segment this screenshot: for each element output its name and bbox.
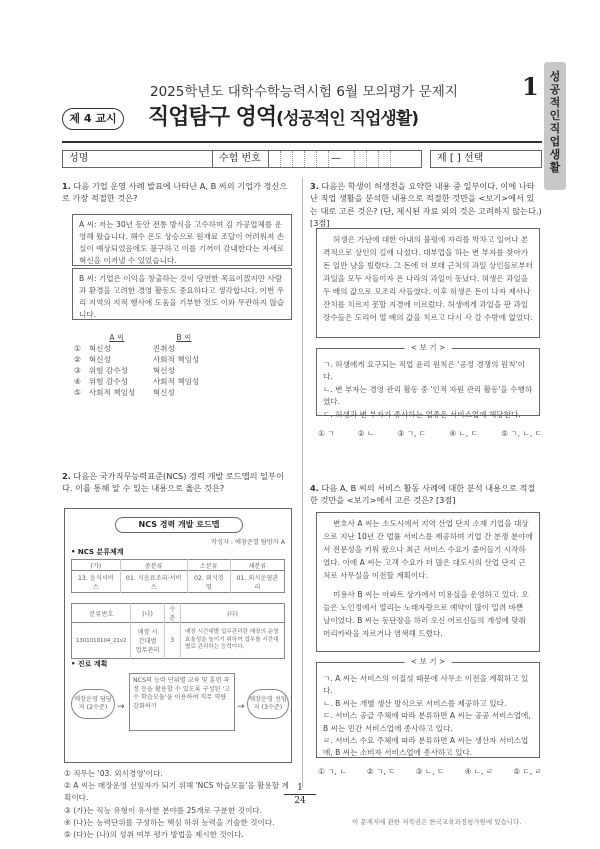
q3-bogi-item: ㄷ. 허생과 변 부자가 종사하는 업종은 서비스업에 해당한다. — [323, 409, 521, 419]
arrow-right-icon: → — [117, 702, 125, 712]
q4-case-box — [316, 512, 540, 652]
q1-col-b: B 씨 — [176, 333, 192, 342]
q4-case-a-text: 변호사 A 씨는 소도시에서 지역 산업 단지 소재 기업을 대상으로 지난 10년 간 법률 서비스를 제공하며 기업 간 분쟁 분야에서 전문성을 키워 왔으나 최근 서비스 수요가 줄어들기 시작하였다. 이에 A 씨는 고객 수요가 더 많은 대도시의 산업 단지 근처로 사무실을 이전할 계획이다. — [323, 519, 533, 580]
plan-training-step: NCS의 능력 단위별 교육 및 훈련 과정 등을 활용할 수 있도록 구성된 '고수 학습모듈'을 이용하여 직무 역량 강화하기 — [129, 673, 235, 731]
q1-options-table — [70, 332, 219, 398]
candidate-info-row — [62, 150, 542, 168]
q4-bogi-label: < 보 기 > — [405, 656, 452, 668]
plan-current-role: 매장운영 담당자 (2수준) — [71, 689, 115, 719]
ncs-unit-table: 분류번호 (나) 수준 (다) 1301010104_21v2 매장 시간대별 업무관리 3 매장 시간대별 업무관리란 매장의 운영효율성을 높이기 위하여 업무를 시간대별로 관리하는 능력이다. — [71, 603, 285, 659]
question-4-text: 다음 A, B 씨의 서비스 활동 사례에 대한 분석 내용으로 적절한 것만을 <보기>에서 고른 것은? [3점] — [310, 483, 536, 506]
question-2-text: 다음은 국가직무능력표준(NCS) 경력 개발 로드맵의 일부이다. 이를 통해 알 수 있는 내용으로 옳은 것은? — [62, 471, 284, 494]
q1-case-b-box — [72, 268, 292, 320]
current-page: 1 — [284, 783, 316, 795]
area-subtitle: (성공적인 직업생활) — [276, 109, 419, 129]
question-1 — [62, 180, 294, 205]
question-2 — [62, 470, 294, 495]
header-divider — [62, 141, 542, 143]
q2-options — [64, 768, 296, 841]
copyright-notice: 이 문제지에 관한 저작권은 한국교육과정평가원에 있습니다. — [352, 818, 522, 826]
q4-bogi-item: ㄱ. A 씨는 서비스의 이질성 때문에 사무소 이전을 계획하고 있다. — [323, 674, 529, 696]
question-1-text: 다음 기업 운영 사례 발표에 나타난 A, B 씨의 기업가 정신으로 가장 적절한 것은? — [62, 181, 288, 204]
exam-number-dash: — — [331, 153, 341, 164]
ncs-classification-heading: • NCS 분류체계 — [71, 548, 124, 556]
q4-option[interactable]: ⑤ ㄷ, ㄹ — [513, 767, 542, 776]
q3-option[interactable]: ④ ㄴ, ㄷ — [449, 429, 478, 438]
area-title — [148, 100, 418, 131]
period-badge: 제 4 교시 — [62, 108, 124, 130]
q2-option[interactable]: ④ (나)는 능력단위를 구성하는 핵심 하위 능력을 기술한 것이다. — [64, 817, 275, 827]
q1-option[interactable]: ⑤ 사회적 책임성 혁신성 — [74, 388, 175, 397]
side-tab-label: 성 공 적 인 직 업 생 활 — [549, 70, 561, 174]
q2-option[interactable]: ① 직무는 '03. 외식경영'이다. — [64, 769, 163, 778]
arrow-right-icon: → — [237, 702, 245, 712]
career-plan-heading: • 진로 계획 — [71, 660, 108, 668]
q4-bogi-item: ㄷ. 서비스 공급 주체에 따라 분류하면 A 씨는 공공 서비스업에, B 씨는 민간 서비스업에 종사하고 있다. — [323, 711, 531, 733]
page-indicator — [284, 783, 316, 807]
q2-option[interactable]: ② A 씨는 매장운영 선임자가 되기 위해 'NCS 학습모듈'을 활용할 계획이다. — [64, 781, 289, 803]
total-pages: 24 — [294, 796, 306, 806]
ncs-roadmap-title: NCS 경력 개발 로드맵 — [115, 517, 243, 533]
column-divider — [302, 178, 303, 788]
name-field[interactable] — [62, 150, 212, 168]
subject-side-tab — [544, 62, 566, 190]
q3-option[interactable]: ① ㄱ — [318, 429, 335, 438]
q3-bogi-item: ㄱ. 허생에게 요구되는 직업 윤리 원칙은 '공정 경쟁의 원칙'이다. — [323, 360, 525, 382]
q1-case-a-text: A 씨: 저는 30년 동안 전통 방식을 고수하며 김 가공업체를 운영해 왔습니다. 해수 온도 상승으로 원재료 조달이 어려워져 손실이 예상되었음에도 불구하고 이를 기꺼이 감내한다는 자세로 혁신을 이겨낼 수 있었습니다. — [79, 220, 285, 265]
exam-number-field[interactable] — [212, 150, 422, 168]
question-4-number: 4. — [310, 483, 319, 493]
q4-case-b-text: 미용사 B 씨는 아파트 상가에서 미용실을 운영하고 있다. 오늘은 노인정에서 열리는 노래자랑으로 예약이 많이 밀려 바쁜 날이었다. B 씨는 동단장을 하러 오신 어르신들의 개성에 맞춰 머리카락을 자르거나 염색해 드렸다. — [323, 590, 529, 638]
choice-label: 제 [ ] 선택 — [437, 153, 484, 164]
q4-bogi-box — [316, 657, 540, 758]
page-number: 1 — [522, 72, 539, 101]
question-3-text: 다음은 학생이 허생전을 요약한 내용 중 일부이다. 이에 나타난 직업 생활을 분석한 내용으로 적절한 것만을 <보기>에서 있는 대로 고른 것은? (단, 제시된 자료 외의 것은 고려하지 않는다.) [3점] — [310, 181, 542, 229]
q1-option[interactable]: ① 혁신성 진취성 — [74, 344, 175, 353]
q1-option[interactable]: ③ 위험 감수성 혁신성 — [74, 366, 175, 375]
q3-bogi-box — [316, 343, 540, 419]
q4-option[interactable]: ④ ㄴ, ㄹ — [464, 767, 494, 776]
q2-option[interactable]: ⑤ (다)는 (나)의 성취 여부 평가 방법을 제시한 것이다. — [64, 830, 244, 840]
plan-target-role: 매장운영 선임자 (3수준) — [247, 689, 289, 719]
question-1-number: 1. — [62, 181, 71, 191]
name-label: 성명 — [69, 153, 89, 164]
question-3-number: 3. — [310, 181, 319, 191]
roadmap-author: 작성자 : 예창준열 탐방자 A — [211, 539, 285, 546]
ncs-classification-table: (가) 중분류 소분류 세분류 13. 음식서비스 01. 식음료조리·서비스 02. 외식경영 01. 외식운영관리 — [71, 559, 285, 593]
q4-option[interactable]: ② ㄱ, ㄷ — [366, 767, 396, 776]
exam-number-label: 수험 번호 — [213, 151, 269, 167]
q1-option[interactable]: ④ 위험 감수성 사회적 책임성 — [74, 377, 200, 386]
q1-case-b-text: B 씨: 기업은 이익을 창출하는 것이 당연한 목표이겠지만 사람과 환경을 고려한 경영 활동도 중요하다고 생각합니다. 이번 우리 지역의 지적 행사에 도움을 기부한 것도 이와 무관하지 않습니다. — [79, 274, 285, 319]
ncs-roadmap-figure — [64, 508, 292, 763]
q1-case-a-box — [72, 214, 292, 266]
q4-option[interactable]: ① ㄱ, ㄴ — [318, 767, 347, 776]
q3-story-box — [316, 228, 540, 338]
q3-story-text: 허생은 가난에 대한 아내의 불평에 자리를 박차고 일어나 본격적으로 상인의 길에 나섰다. 대부업을 하는 변 부자를 찾아가 돈 일만 냥을 빌렸다. 그 돈에 더 보태 근처의 과일 상인들로부터 과일을 모두 사들이자 온 나라의 과일이 동났다. 혀생은 과일을 두 배의 값으로 모조리 사들였다. 이후 허생은 돈이 나자 제사나 잔치를 치르지 못할 지경에 이르렀다. 허생에게 과일을 판 과일 장수들은 도리어 열 배의 값을 치르고 다시 사 갈 수밖에 없었다. — [323, 235, 533, 322]
exam-title: 2025학년도 대학수학능력시험 6월 모의평가 문제지 — [150, 84, 458, 100]
q3-options — [318, 428, 542, 440]
q3-option[interactable]: ② ㄴ — [357, 429, 375, 438]
question-3 — [310, 180, 542, 230]
area-title-main: 직업탐구 영역 — [148, 105, 277, 130]
q3-bogi-label: < 보 기 > — [405, 342, 452, 354]
choice-field[interactable] — [430, 150, 542, 168]
q3-bogi-item: ㄴ. 변 부자는 경영 관리 활동 중 '인적 자원 관리 활동'을 수행하였다. — [323, 384, 533, 407]
q4-bogi-item: ㄴ. B 씨는 개별 생산 방식으로 서비스를 제공하고 있다. — [323, 698, 507, 708]
q1-option[interactable]: ② 혁신성 사회적 책임성 — [74, 355, 200, 364]
q3-option[interactable]: ⑤ ㄱ, ㄴ, ㄷ — [501, 429, 542, 438]
question-4 — [310, 482, 542, 507]
q3-option[interactable]: ③ ㄱ, ㄷ — [397, 429, 427, 438]
q1-col-a: A 씨 — [109, 333, 125, 342]
q2-option[interactable]: ③ (가)는 직능 유형이 유사한 분야를 25개로 구분한 것이다. — [64, 805, 263, 815]
q4-options — [318, 766, 542, 778]
question-2-number: 2. — [62, 471, 71, 481]
q4-bogi-item: ㄹ. 서비스 수요 주체에 따라 분류하면 A 씨는 생산자 서비스업에, B 씨는 소비자 서비스업에 종사하고 있다. — [323, 736, 529, 758]
q4-option[interactable]: ③ ㄴ, ㄷ — [415, 767, 445, 776]
